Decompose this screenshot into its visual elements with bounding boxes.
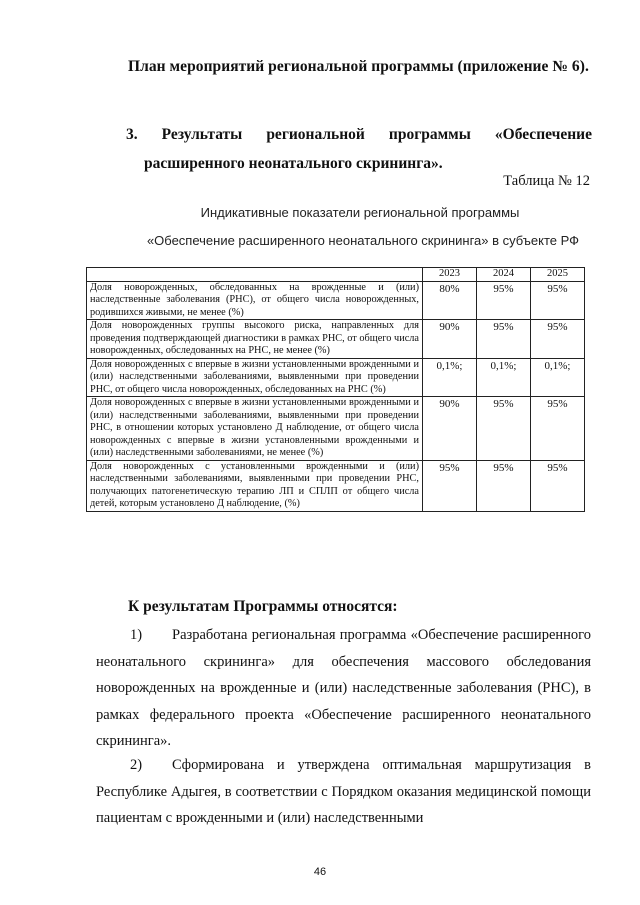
- list-item: [96, 622, 591, 755]
- section-title-word: региональной: [266, 126, 365, 143]
- value-cell: 0,1%;: [531, 358, 585, 397]
- section-heading: План мероприятий региональной программы (приложение № 6).: [128, 58, 589, 75]
- table-row: [87, 397, 585, 461]
- table-header-cell: 2025: [531, 268, 585, 282]
- table-header-cell: 2024: [477, 268, 531, 282]
- page-number: 46: [313, 866, 327, 878]
- table-row: [87, 358, 585, 397]
- value-cell: 80%: [423, 281, 477, 320]
- value-cell: 90%: [423, 397, 477, 461]
- section-title-line-1: [126, 120, 592, 149]
- value-cell: 95%: [531, 397, 585, 461]
- indicator-cell: Доля новорожденных группы высокого риска, направленных для проведения подтверждающей диагностики в рамках РНС, от общего числа новорожденных, обследованных на РНС, не менее (%): [87, 320, 423, 359]
- section-title-word: 3.: [126, 126, 138, 143]
- list-item-number: 1): [130, 627, 143, 643]
- table-header-cell: [87, 268, 423, 282]
- value-cell: 95%: [531, 320, 585, 359]
- table-row: [87, 320, 585, 359]
- list-item: [96, 752, 591, 832]
- indicator-cell: Доля новорожденных с установленными врожденными и (или) наследственными заболеваниями, выявленными при проведении РНС, получающих патогенетическую терапию ЛП и СПЛП от общего числа детей, которым установлено Д наблюдение, (%): [87, 460, 423, 511]
- table-header-cell: 2023: [423, 268, 477, 282]
- value-cell: 0,1%;: [423, 358, 477, 397]
- value-cell: 95%: [531, 281, 585, 320]
- value-cell: 95%: [477, 281, 531, 320]
- table-number: Таблица № 12: [503, 173, 590, 189]
- list-item-text: Сформирована и утверждена оптимальная маршрутизация в Республике Адыгея, в соответствии с Порядком оказания медицинской помощи пациентам с врожденными и (или) наследственными: [96, 757, 591, 826]
- section-title-word: Результаты: [161, 126, 243, 143]
- section-title-word: «Обеспечение: [494, 126, 592, 143]
- value-cell: 95%: [423, 460, 477, 511]
- value-cell: 95%: [477, 460, 531, 511]
- list-item-number: 2): [130, 757, 143, 773]
- indicator-cell: Доля новорожденных с впервые в жизни установленными врожденными и (или) наследственными заболеваниями, выявленными при проведении РНС, от общего числа новорожденных, обследованных на РНС (%): [87, 358, 423, 397]
- indicator-cell: Доля новорожденных, обследованных на врожденные и (или) наследственные заболевания (РНС), от общего числа новорожденных, родившихся живыми, не менее (%): [87, 281, 423, 320]
- table-header-row: [87, 268, 585, 282]
- value-cell: 95%: [477, 397, 531, 461]
- table-row: [87, 460, 585, 511]
- table-caption-line-1: Индикативные показатели региональной программы: [200, 205, 520, 220]
- section-title-word: программы: [388, 126, 471, 143]
- list-item-text: Разработана региональная программа «Обеспечение расширенного неонатального скрининга» для обеспечения массового обследования новорожденных на врожденные и (или) наследственные заболевания (РНС), в рамках федерального проекта «Обеспечение расширенного неонатального скрининга».: [96, 627, 591, 749]
- indicators-table: [86, 267, 585, 512]
- value-cell: 90%: [423, 320, 477, 359]
- value-cell: 95%: [531, 460, 585, 511]
- value-cell: 95%: [477, 320, 531, 359]
- table-caption-line-2: «Обеспечение расширенного неонатального скрининга» в субъекте РФ: [146, 233, 580, 248]
- results-heading: К результатам Программы относятся:: [128, 598, 398, 615]
- value-cell: 0,1%;: [477, 358, 531, 397]
- section-title: [126, 120, 592, 178]
- indicator-cell: Доля новорожденных с впервые в жизни установленными врожденными и (или) наследственными заболеваниями, выявленными при проведении РНС, в отношении которых установлено Д наблюдение, от общего числа новорожденных с впервые в жизни установленными врожденными и (или) наследственными заболеваниями, не менее (%): [87, 397, 423, 461]
- section-title-line-2: расширенного неонатального скрининга».: [144, 155, 443, 172]
- table-row: [87, 281, 585, 320]
